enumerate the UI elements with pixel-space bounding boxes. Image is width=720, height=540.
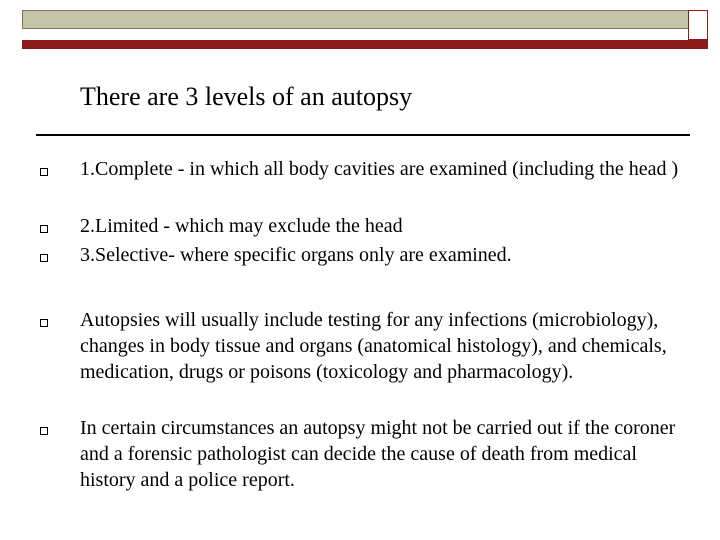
- bullet-icon: [40, 225, 48, 233]
- header-accent-bar: [22, 40, 708, 49]
- header-corner-box: [688, 10, 708, 40]
- slide-title: There are 3 levels of an autopsy: [80, 82, 413, 111]
- list-item: In certain circumstances an autopsy might not be carried out if the coroner and a forensic pathologist can decide the cause of death from medical history and a police report.: [80, 417, 676, 491]
- list-item: 2.Limited - which may exclude the head: [80, 215, 403, 237]
- list-item: 3.Selective- where specific organs only are examined.: [80, 244, 512, 266]
- header-decoration: [22, 10, 708, 40]
- list-item: 1.Complete - in which all body cavities are examined (including the head ): [80, 158, 679, 180]
- bullet-icon: [40, 427, 48, 435]
- bullet-icon: [40, 319, 48, 327]
- bullet-icon: [40, 254, 48, 262]
- header-band: [22, 10, 708, 29]
- bullet-icon: [40, 168, 48, 176]
- list-item: Autopsies will usually include testing for any infections (microbiology), changes in body tissue and organs (anatomical histology), and chemicals, medication, drugs or poisons (toxicology and pharmacology).: [80, 309, 667, 383]
- title-divider: [36, 134, 690, 136]
